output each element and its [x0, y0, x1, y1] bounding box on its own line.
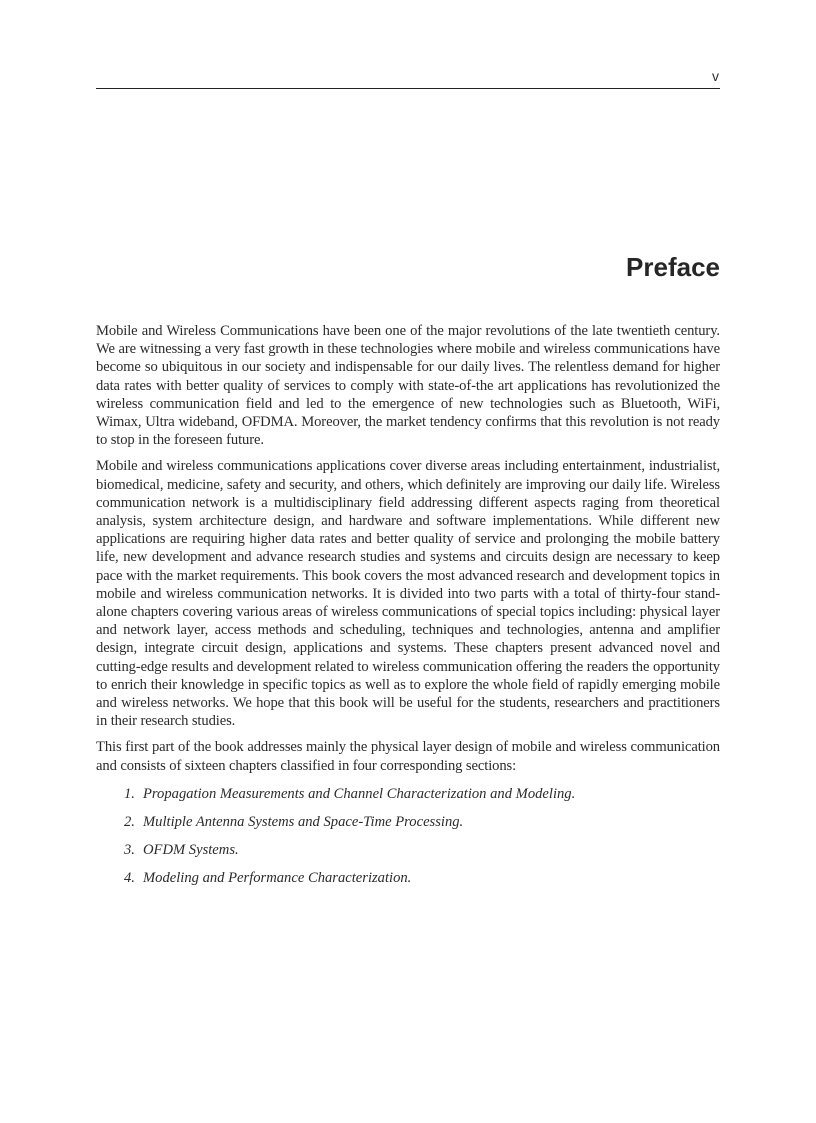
list-item — [124, 813, 720, 831]
list-item-number: 1. — [124, 785, 135, 802]
section-list — [96, 785, 720, 888]
list-item-label: Propagation Measurements and Channel Characterization and Modeling. — [143, 785, 576, 802]
paragraph-first-part: This first part of the book addresses mainly the physical layer design of mobile and wireless communication and consists of sixteen chapters classified in four corresponding sections: — [96, 739, 720, 774]
list-item-label: OFDM Systems. — [143, 842, 239, 859]
list-item — [124, 869, 720, 887]
paragraph-intro: Mobile and Wireless Communications have been one of the major revolutions of the late twentieth century. We are witnessing a very fast growth in these technologies where mobile and wireless communications have become so ubiquitous in our society and indispensable for our daily lives. The relentless demand for higher data rates with better quality of services to comply with state-of-the art applications has revolutionized the wireless communication field and led to the emergence of new technologies such as Bluetooth, WiFi, Wimax, Ultra wideband, OFDMA. Moreover, the market tendency confirms that this revolution is not ready to stop in the foreseen future. — [96, 323, 720, 449]
list-item-number: 3. — [124, 842, 135, 859]
list-item-number: 2. — [124, 814, 135, 831]
page-number: v — [712, 68, 719, 84]
body-text — [96, 322, 720, 888]
list-item — [124, 785, 720, 803]
list-item-label: Multiple Antenna Systems and Space-Time Processing. — [143, 814, 464, 831]
header-rule — [96, 88, 720, 89]
list-item-label: Modeling and Performance Characterization. — [143, 870, 412, 887]
list-item-number: 4. — [124, 870, 135, 887]
paragraph-applications: Mobile and wireless communications applications cover diverse areas including entertainment, industrialist, biomedical, medicine, safety and security, and others, which definitely are improving our daily life. Wireless communication network is a multidisciplinary field addressing different aspects raging from theoretical analysis, system architecture design, and hardware and software implementations. While different new applications are requiring higher data rates and better quality of service and prolonging the mobile battery life, new development and advance research studies and systems and circuits design are necessary to keep pace with the market requirements. This book covers the most advanced research and development topics in mobile and wireless communication networks. It is divided into two parts with a total of thirty-four stand-alone chapters covering various areas of wireless communications of special topics including: physical layer and network layer, access methods and scheduling, techniques and technologies, antenna and amplifier design, integrate circuit design, applications and systems. These chapters present advanced novel and cutting-edge results and development related to wireless communication offering the readers the opportunity to enrich their knowledge in specific topics as well as to explore the whole field of rapidly emerging mobile and wireless networks. We hope that this book will be useful for the students, researchers and practitioners in their research studies. — [96, 458, 720, 730]
page-title: Preface — [626, 252, 720, 282]
list-item — [124, 841, 720, 859]
